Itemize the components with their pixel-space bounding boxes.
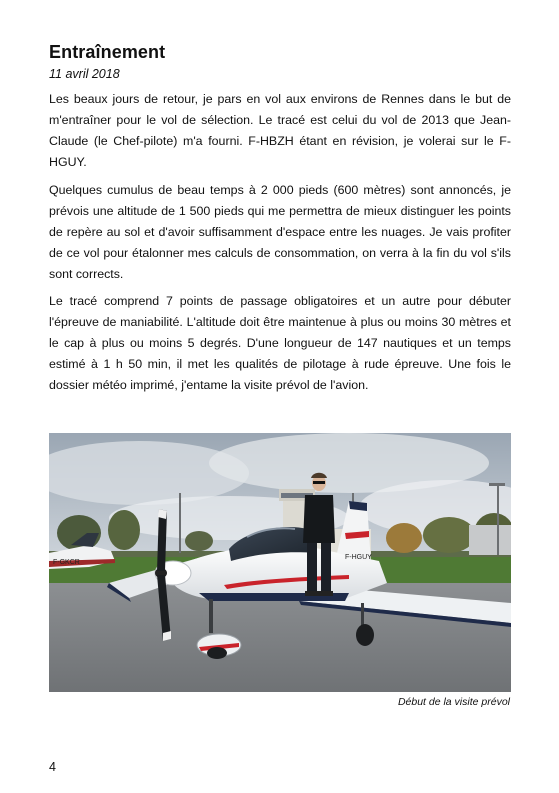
paragraph-1: Les beaux jours de retour, je pars en vol aux environs de Rennes dans le but de m'entraîner pour le vol de sélection. Le tracé est celui du vol de 2013 que Jean-Claude (le Chef-pilote) m'a fourni. F-HBZH étant en révision, je volerai sur le F-HGUY. — [49, 92, 511, 169]
paragraph-3: Le tracé comprend 7 points de passage obligatoires et un autre pour débuter l'épreuve de maniabilité. L'altitude doit être maintenue à plus ou moins 30 mètres et le cap à plus ou moins 5 degrés. D'une longueur de 147 nautiques et un temps estimé à 1 h 50 min, il met les qualités de pilotage à rude épreuve. Une fois le dossier météo imprimé, j'entame la visite prévol de l'avion. — [49, 294, 511, 392]
tail-registration: F-HGUY — [345, 554, 372, 561]
paragraph-2: Quelques cumulus de beau temps à 2 000 pieds (600 mètres) sont annoncés, je prévois une altitude de 1 500 pieds qui me permettra de mieux distinguer les points de repère au sol et d'avoir suffisamment d'espace entre les nuages. Je vais profiter de ce vol pour étalonner mes calculs de consommation, on verra à la fin du vol s'ils sont corrects. — [49, 183, 511, 281]
aircraft-photo — [49, 433, 511, 692]
section-title: Entraînement — [49, 42, 166, 62]
figure-caption: Début de la visite prévol — [397, 696, 510, 708]
left-aircraft-registration: F-GKCR — [53, 559, 80, 566]
article-date: 11 avril 2018 — [49, 67, 120, 81]
page-number: 4 — [49, 760, 56, 774]
